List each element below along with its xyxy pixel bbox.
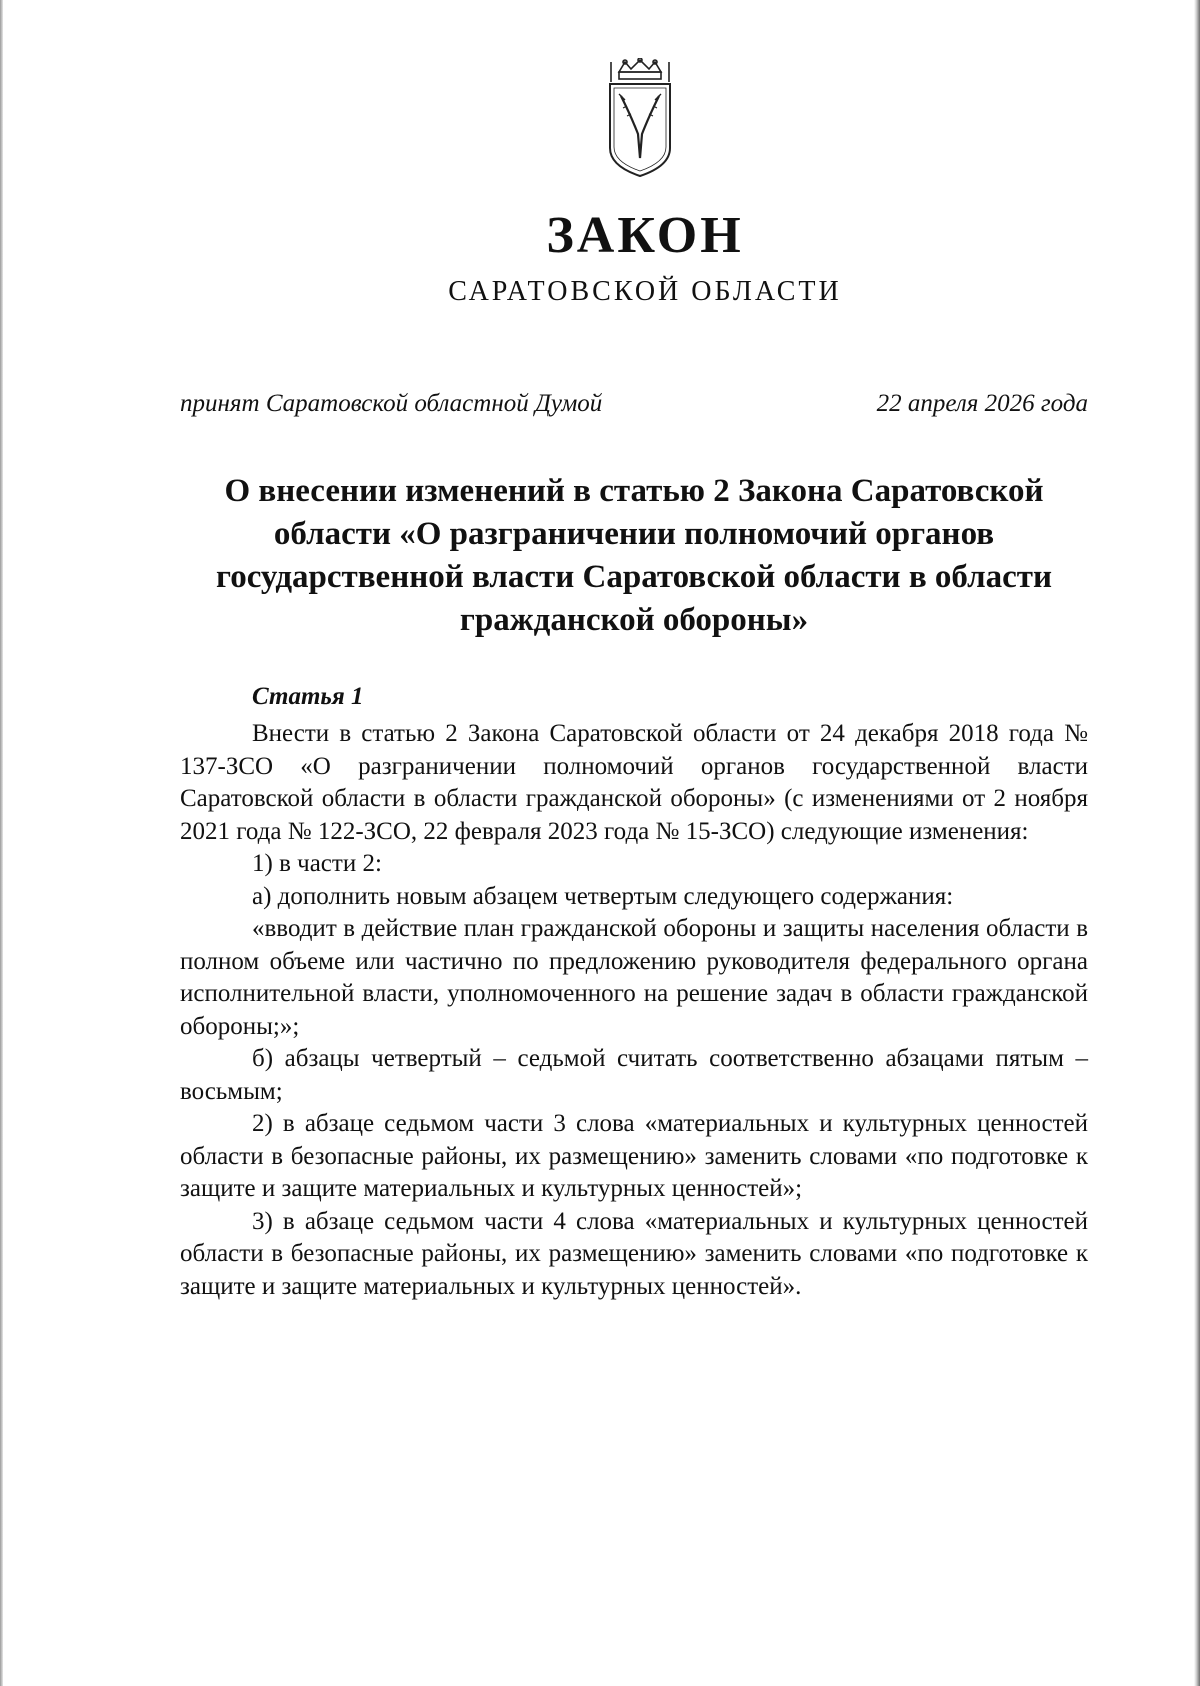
article-paragraph: 2) в абзаце седьмом части 3 слова «материальных и культурных ценностей области в безопасные районы, их размещению» заменить словами «по подготовке к защите и защите материальных и культурных ценностей»;	[180, 1110, 1088, 1202]
adoption-date: 22 апреля 2026 года	[876, 390, 1088, 417]
article-paragraph: 3) в абзаце седьмом части 4 слова «материальных и культурных ценностей области в безопасные районы, их размещению» заменить словами «по подготовке к защите и защите материальных и культурных ценностей».	[180, 1207, 1088, 1300]
article-paragraph: 1) в части 2:	[252, 850, 382, 877]
document-title: ЗАКОН	[546, 207, 744, 264]
article-body	[180, 718, 1088, 1303]
adopted-by-line: принят Саратовской областной Думой	[180, 390, 603, 417]
document-subtitle: САРАТОВСКОЙ ОБЛАСТИ	[448, 276, 842, 307]
article-paragraph: а) дополнить новым абзацем четвертым следующего содержания:	[252, 882, 954, 910]
law-heading: О внесении изменений в статью 2 Закона Саратовской области «О разграничении полномочий органов государственной власти Саратовской области в области гражданской обороны»	[216, 473, 1052, 638]
article-paragraph: Внести в статью 2 Закона Саратовской области от 24 декабря 2018 года № 137-ЗСО «О разграничении полномочий органов государственной власти Саратовской области в области гражданской обороны» (с изменениями от 2 ноября 2021 года № 122-ЗСО, 22 февраля 2023 года № 15-ЗСО) следующие изменения:	[180, 720, 1088, 845]
article-paragraph: «вводит в действие план гражданской обороны и защиты населения области в полном объеме или частично по предложению руководителя федерального органа исполнительной власти, уполномоченного на решение задач в области гражданской обороны;»;	[180, 915, 1088, 1040]
article-title: Статья 1	[252, 683, 364, 710]
article-paragraph: б) абзацы четвертый – седьмой считать соответственно абзацами пятым – восьмым;	[180, 1045, 1088, 1105]
saratov-coat-of-arms-icon	[605, 58, 675, 180]
